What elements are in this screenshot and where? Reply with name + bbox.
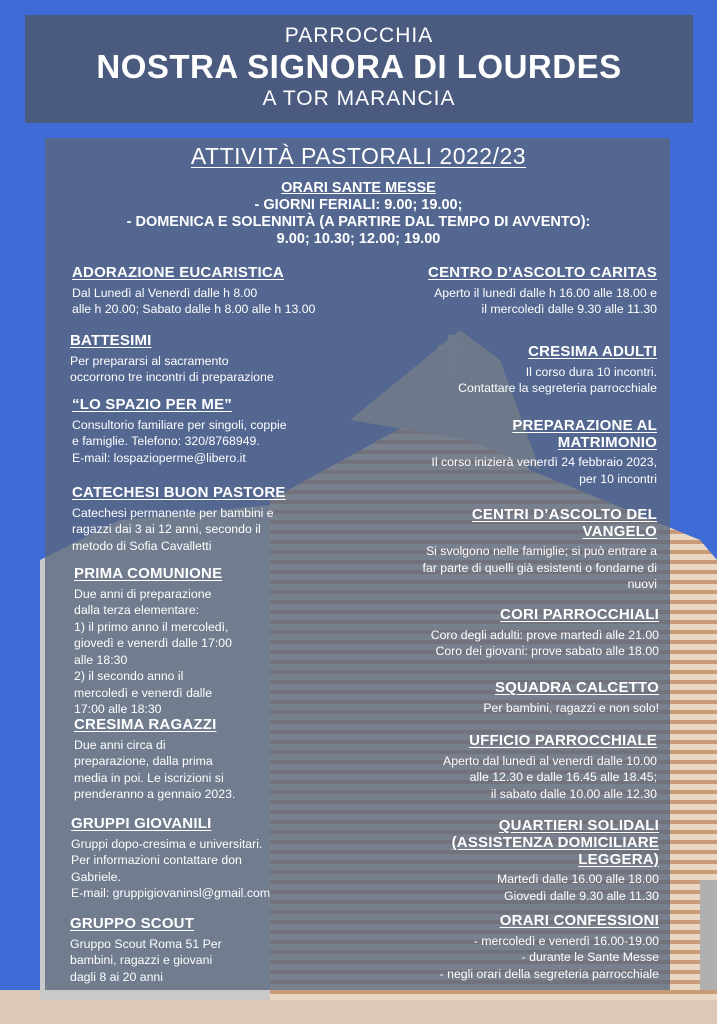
section-title: ADORAZIONE EUCARISTICA xyxy=(72,264,284,281)
section-text: Aperto il lunedì dalle h 16.00 alle 18.00 e il mercoledì dalle 9.30 alle 11.30 xyxy=(434,285,657,316)
section-text: Il corso inizierà venerdì 24 febbraio 2023, per 10 incontri xyxy=(431,455,657,486)
section-vangelo xyxy=(357,507,657,593)
section-text: Aperto dal lunedì al venerdì dalle 10.00 alle 12.30 e dalle 16.45 alle 18.45; il sabato dalle 10.00 alle 12.30 xyxy=(443,753,657,801)
section-title: PREPARAZIONE AL MATRIMONIO xyxy=(512,417,657,451)
section-title: “LO SPAZIO PER ME” xyxy=(72,396,233,413)
section-title: CRESIMA RAGAZZI xyxy=(74,716,217,733)
section-title: QUARTIERI SOLIDALI (ASSISTENZA DOMICILIARE LEGGERA) xyxy=(451,817,659,868)
section-text: Si svolgono nelle famiglie; si può entrare a far parte di quelli già esistenti o fondarne di nuovi xyxy=(422,544,657,591)
section-catechesi xyxy=(72,485,362,554)
section-gruppo-scout xyxy=(70,916,290,985)
section-title: CATECHESI BUON PASTORE xyxy=(72,484,286,501)
section-adorazione xyxy=(72,265,372,318)
panel-title: ATTIVITÀ PASTORALI 2022/23 xyxy=(190,143,527,169)
section-text: Gruppi dopo-cresima e universitari. Per informazioni contattare don Gabriele. E-mail: gruppigiovaninsl@gmail.com xyxy=(71,836,271,900)
section-text: Catechesi permanente per bambini e ragazzi dai 3 ai 12 anni, secondo il metodo di Sofia Cavalletti xyxy=(72,505,274,553)
section-cresima-ragazzi xyxy=(74,717,294,803)
section-quartieri-solidali xyxy=(359,817,659,904)
section-text: Il corso dura 10 incontri. Contattare la segreteria parrocchiale xyxy=(458,364,657,395)
mass-times-sunday-hours: 9.00; 10.30; 12.00; 19.00 xyxy=(276,231,441,247)
section-title: SQUADRA CALCETTO xyxy=(494,679,659,696)
section-title: ORARI CONFESSIONI xyxy=(499,912,659,929)
section-text: Due anni di preparazione dalla terza elementare: 1) il primo anno il mercoledì, giovedì e venerdì dalle 17:00 alle 18:30 2) il secondo anno il mercoledì e venerdì dalle 17:00 alle 18:30 xyxy=(74,586,232,716)
section-title: GRUPPO SCOUT xyxy=(70,915,195,932)
section-confessioni xyxy=(339,913,659,982)
section-calcetto xyxy=(359,680,659,716)
section-text: Per prepararsi al sacramento occorrono tre incontri di preparazione xyxy=(70,353,274,384)
section-gruppi-giovanili xyxy=(71,816,361,902)
header-title: NOSTRA SIGNORA DI LOURDES xyxy=(96,48,622,85)
mass-times-sunday: - DOMENICA E SOLENNITÀ (A PARTIRE DAL TEMPO DI AVVENTO): xyxy=(126,214,591,230)
section-spazio-per-me xyxy=(72,397,362,466)
header-location: A TOR MARANCIA xyxy=(262,87,456,110)
section-title: UFFICIO PARROCCHIALE xyxy=(469,732,657,749)
section-title: BATTESIMI xyxy=(70,332,152,349)
section-cresima-adulti xyxy=(357,344,657,397)
section-title: CRESIMA ADULTI xyxy=(528,343,657,360)
section-prima-comunione xyxy=(74,566,294,718)
section-text: Coro degli adulti: prove martedì alle 21.00 Coro dei giovani: prove sabato alle 18.00 xyxy=(430,627,659,658)
section-text: Per bambini, ragazzi e non solo! xyxy=(483,700,659,715)
section-battesimi xyxy=(70,333,360,386)
section-text: - mercoledì e venerdì 16.00-19.00 - durante le Sante Messe - negli orari della segreteria parrocchiale xyxy=(439,933,659,981)
section-text: Gruppo Scout Roma 51 Per bambini, ragazzi e giovani dagli 8 ai 20 anni xyxy=(70,936,222,984)
section-ufficio xyxy=(357,733,657,802)
section-title: CENTRO D’ASCOLTO CARITAS xyxy=(428,264,657,281)
section-text: Dal Lunedì al Venerdì dalle h 8.00 alle h 20.00; Sabato dalle h 8.00 alle h 13.00 xyxy=(72,285,316,316)
section-title: PRIMA COMUNIONE xyxy=(74,565,223,582)
section-matrimonio xyxy=(357,418,657,487)
section-title: CENTRI D’ASCOLTO DEL VANGELO xyxy=(471,506,657,540)
section-cori xyxy=(359,607,659,660)
header-parish-label: PARROCCHIA xyxy=(284,24,434,47)
header-banner xyxy=(25,15,693,123)
section-text: Martedì dalle 16.00 alle 18.00 Giovedì dalle 9.30 alle 11.30 xyxy=(496,872,659,903)
section-title: CORI PARROCCHIALI xyxy=(500,606,659,623)
section-caritas xyxy=(357,265,657,318)
section-text: Consultorio familiare per singoli, coppie e famiglie. Telefono: 320/8768949. E-mail: lospazioperme@libero.it xyxy=(72,417,287,465)
section-text: Due anni circa di preparazione, dalla prima media in poi. Le iscrizioni si prenderanno a gennaio 2023. xyxy=(74,737,236,801)
mass-times xyxy=(0,180,717,248)
section-title: GRUPPI GIOVANILI xyxy=(71,815,212,832)
mass-times-weekdays: - GIORNI FERIALI: 9.00; 19.00; xyxy=(254,197,463,213)
mass-times-heading: ORARI SANTE MESSE xyxy=(281,180,436,196)
